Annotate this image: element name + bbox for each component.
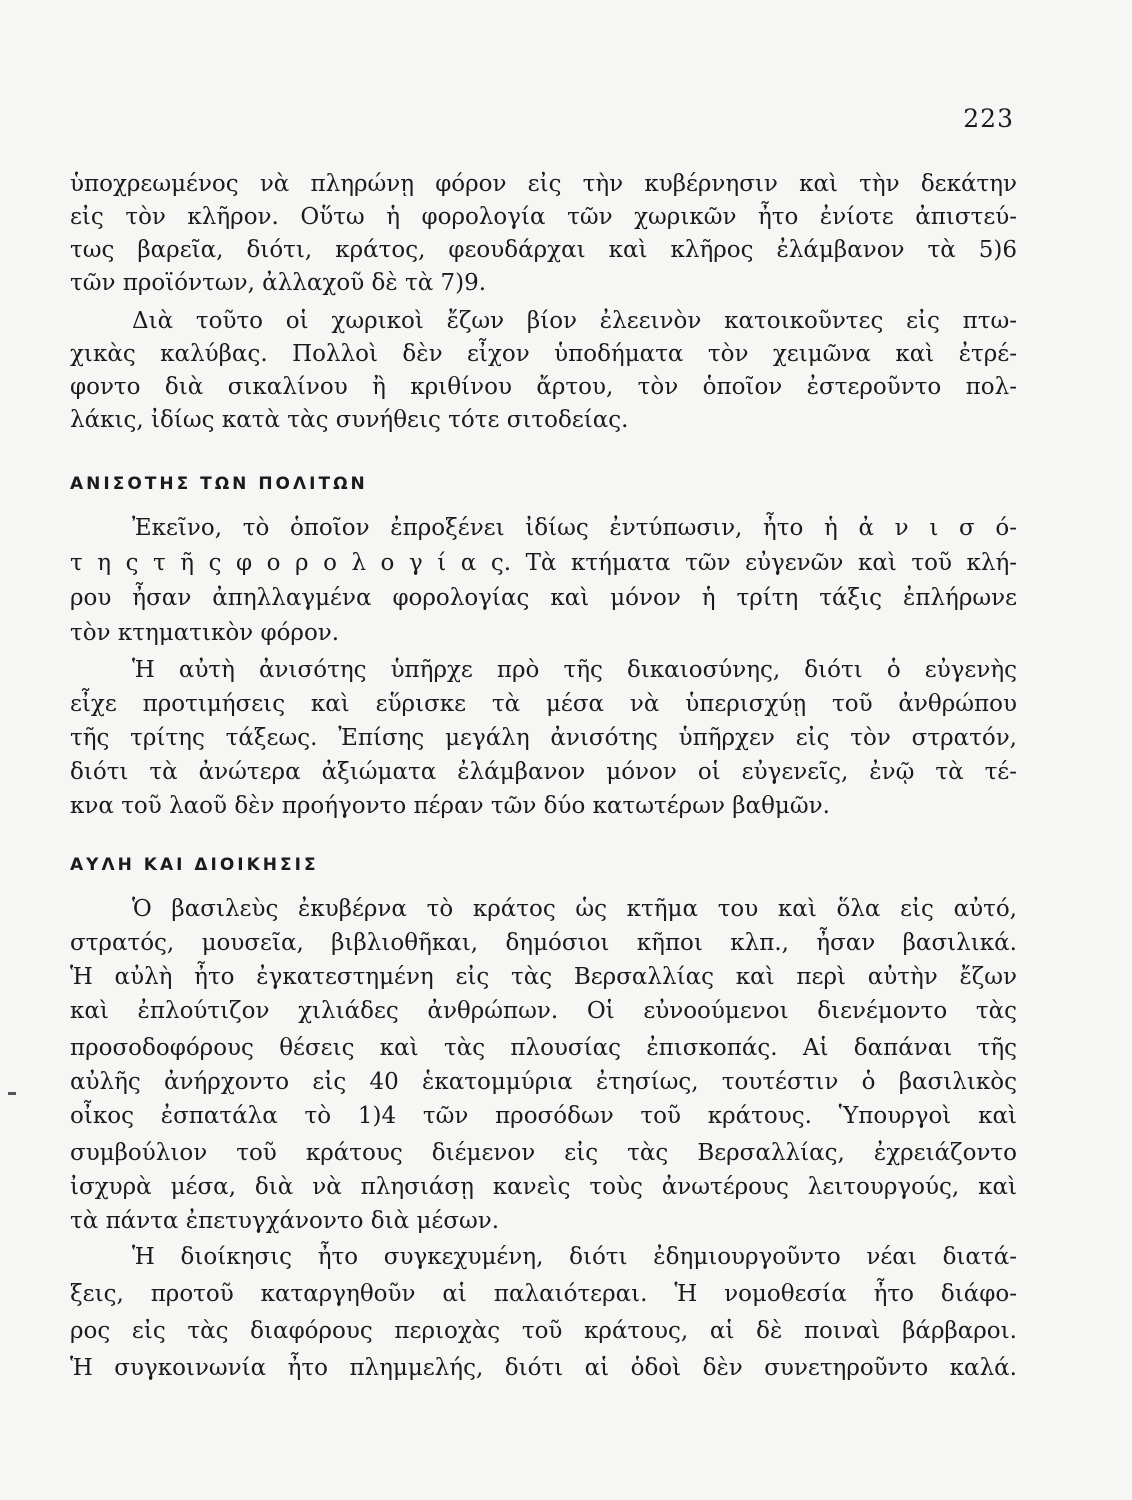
text-line: τῶν προϊόντων, ἀλλαχοῦ δὲ τὰ 7)9.	[70, 270, 487, 296]
text-line: φοντο διὰ σικαλίνου ἢ κριθίνου ἄρτου, τὸν ὁποῖον ἐστεροῦντο πολ-	[70, 374, 1017, 400]
text-line: χικὰς καλύβας. Πολλοὶ δὲν εἶχον ὑποδήματα τὸν χειμῶνα καὶ ἐτρέ-	[70, 341, 1017, 367]
text-line: αὐλῆς ἀνήρχοντο εἰς 40 ἑκατομμύρια ἐτησίως, τουτέστιν ὁ βασιλικὸς	[70, 1069, 1017, 1095]
text-line: Ἡ αὐλὴ ἦτο ἐγκατεστημένη εἰς τὰς Βερσαλλίας καὶ περὶ αὐτὴν ἔζων	[70, 964, 1017, 990]
text-line: καὶ ἐπλούτιζον χιλιάδες ἀνθρώπων. Οἱ εὐνοούμενοι διενέμοντο τὰς	[70, 998, 1017, 1024]
section-heading: ΑΝΙΣΟΤΗΣ ΤΩΝ ΠΟΛΙΤΩΝ	[70, 474, 368, 494]
text-line: ξεις, προτοῦ καταργηθοῦν αἱ παλαιότεραι. Ἡ νομοθεσία ἦτο διάφο-	[70, 1281, 1017, 1307]
text-line: εἰς τὸν κλῆρον. Οὕτω ἡ φορολογία τῶν χωρικῶν ἦτο ἐνίοτε ἀπιστεύ-	[70, 204, 1017, 230]
text-line: Ἡ διοίκησις ἦτο συγκεχυμένη, διότι ἐδημιουργοῦντο νέαι διατά-	[132, 1244, 1017, 1270]
text-line: ἰσχυρὰ μέσα, διὰ νὰ πλησιάσῃ κανεὶς τοὺς ἀνωτέρους λειτουργούς, καὶ	[70, 1174, 1017, 1200]
text-line: ρος εἰς τὰς διαφόρους περιοχὰς τοῦ κράτους, αἱ δὲ ποιναὶ βάρβαροι.	[70, 1318, 1017, 1344]
section-heading: ΑΥΛΗ ΚΑΙ ΔΙΟΙΚΗΣΙΣ	[70, 855, 319, 875]
text-line: λάκις, ἰδίως κατὰ τὰς συνήθεις τότε σιτοδείας.	[70, 407, 629, 433]
text-line: διότι τὰ ἀνώτερα ἀξιώματα ἐλάμβανον μόνον οἱ εὐγενεῖς, ἐνῷ τὰ τέ-	[70, 759, 1017, 785]
text-line: Ὁ βασιλεὺς ἐκυβέρνα τὸ κράτος ὡς κτῆμα του καὶ ὅλα εἰς αὐτό,	[132, 896, 1017, 922]
text-line: ρου ἦσαν ἀπηλλαγμένα φορολογίας καὶ μόνον ἡ τρίτη τάξις ἐπλήρωνε	[70, 585, 1017, 611]
text-line: στρατός, μουσεῖα, βιβλιοθῆκαι, δημόσιοι κῆποι κλπ., ἦσαν βασιλικά.	[70, 930, 1017, 956]
text-line: Ἡ αὐτὴ ἀνισότης ὑπῆρχε πρὸ τῆς δικαιοσύνης, διότι ὁ εὐγενὴς	[132, 657, 1017, 683]
text-line: τ η ς τ ῆ ς φ ο ρ ο λ ο γ ί α ς. Τὰ κτήματα τῶν εὐγενῶν καὶ τοῦ κλή-	[70, 550, 1017, 576]
scan-artifact-mark	[8, 1092, 16, 1095]
text-line: κνα τοῦ λαοῦ δὲν προήγοντο πέραν τῶν δύο κατωτέρων βαθμῶν.	[70, 793, 830, 819]
text-line: ὑποχρεωμένος νὰ πληρώνῃ φόρον εἰς τὴν κυβέρνησιν καὶ τὴν δεκάτην	[70, 171, 1017, 197]
text-line: τὰ πάντα ἐπετυγχάνοντο διὰ μέσων.	[70, 1208, 500, 1234]
text-line: τὸν κτηματικὸν φόρον.	[70, 620, 340, 646]
text-line: Διὰ τοῦτο οἱ χωρικοὶ ἔζων βίον ἐλεεινὸν κατοικοῦντες εἰς πτω-	[132, 308, 1017, 334]
page-number: 223	[963, 104, 1014, 133]
text-line: τως βαρεῖα, διότι, κράτος, φεουδάρχαι καὶ κλῆρος ἐλάμβανον τὰ 5)6	[70, 237, 1017, 263]
text-line: προσοδοφόρους θέσεις καὶ τὰς πλουσίας ἐπισκοπάς. Αἱ δαπάναι τῆς	[70, 1035, 1017, 1061]
text-line: Ἡ συγκοινωνία ἦτο πλημμελής, διότι αἱ ὁδοὶ δὲν συνετηροῦντο καλά.	[70, 1355, 1017, 1381]
text-line: Ἐκεῖνο, τὸ ὁποῖον ἐπροξένει ἰδίως ἐντύπωσιν, ἦτο ἡ ἀ ν ι σ ό-	[132, 515, 1017, 541]
text-line: οἶκος ἐσπατάλα τὸ 1)4 τῶν προσόδων τοῦ κράτους. Ὑπουργοὶ καὶ	[70, 1103, 1017, 1129]
text-line: εἶχε προτιμήσεις καὶ εὕρισκε τὰ μέσα νὰ ὑπερισχύῃ τοῦ ἀνθρώπου	[70, 691, 1017, 717]
text-line: συμβούλιον τοῦ κράτους διέμενον εἰς τὰς Βερσαλλίας, ἐχρειάζοντο	[70, 1140, 1017, 1166]
text-line: τῆς τρίτης τάξεως. Ἐπίσης μεγάλη ἀνισότης ὑπῆρχεν εἰς τὸν στρατόν,	[70, 725, 1017, 751]
